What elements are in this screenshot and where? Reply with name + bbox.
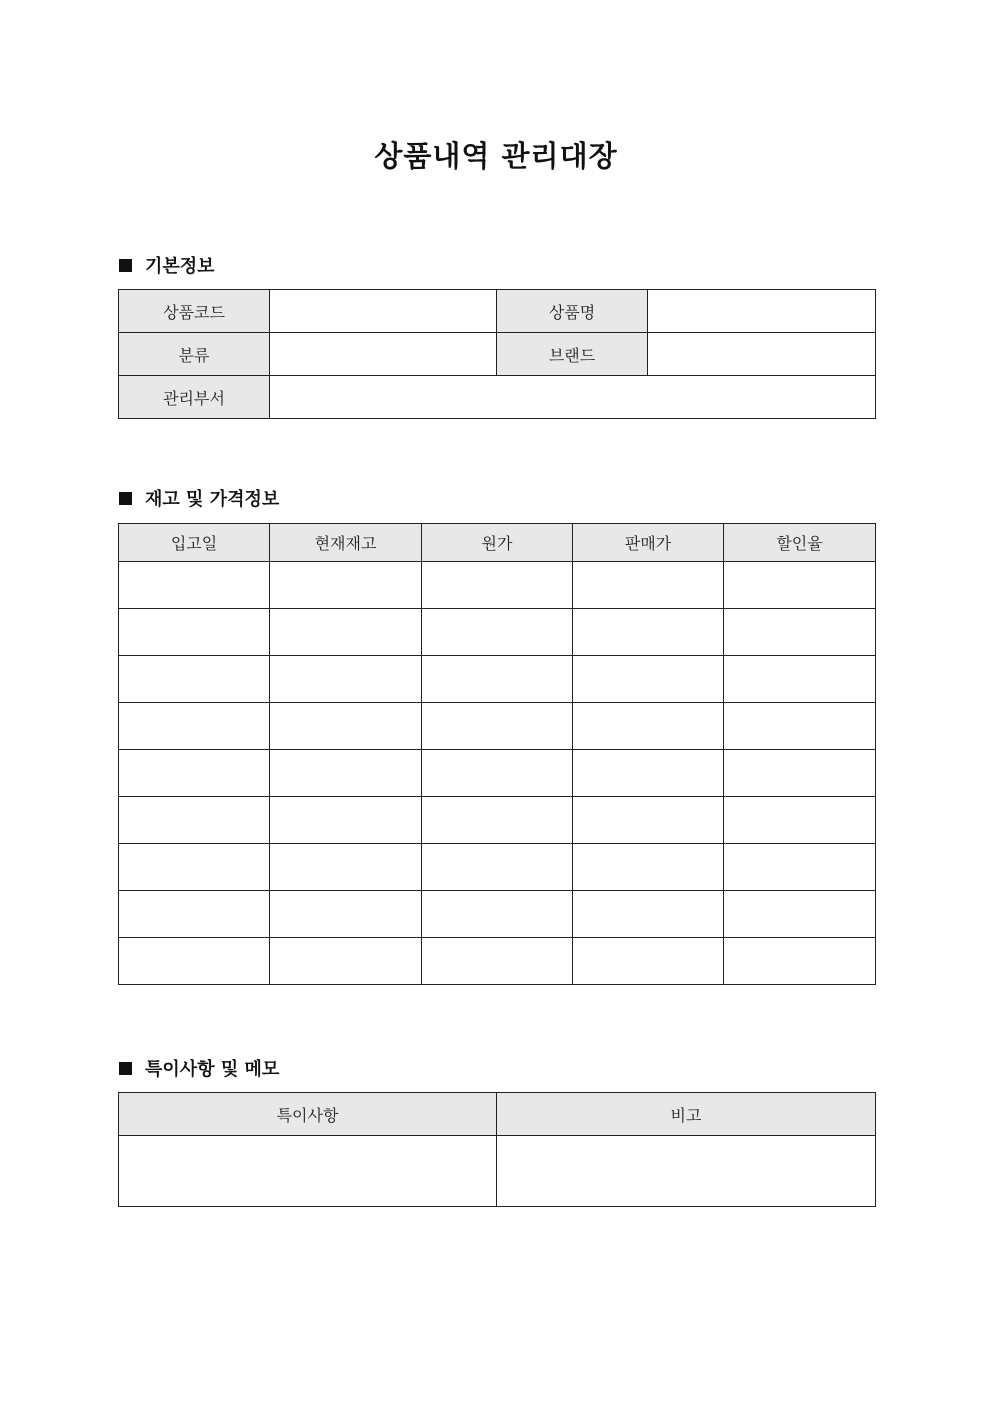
square-bullet-icon	[119, 259, 132, 272]
page-title: 상품내역 관리대장	[374, 139, 618, 173]
column-header-remarks: 비고	[497, 1093, 876, 1136]
section-heading-basic	[119, 252, 215, 278]
table-cell[interactable]	[270, 562, 422, 609]
section-heading-notes-label: 특이사항 및 메모	[145, 1059, 280, 1080]
table-cell[interactable]	[270, 797, 422, 844]
table-row	[119, 938, 876, 985]
column-header-cost: 원가	[422, 524, 573, 562]
table-row	[119, 562, 876, 609]
table-cell[interactable]	[573, 891, 724, 938]
table-cell[interactable]	[422, 938, 573, 985]
section-heading-notes	[119, 1055, 279, 1081]
table-cell[interactable]	[119, 797, 270, 844]
brand-field[interactable]	[648, 333, 876, 376]
table-cell[interactable]	[573, 938, 724, 985]
table-cell[interactable]	[270, 891, 422, 938]
table-cell[interactable]	[270, 703, 422, 750]
basic-info-table	[118, 289, 876, 419]
table-cell[interactable]	[573, 562, 724, 609]
table-cell[interactable]	[119, 938, 270, 985]
square-bullet-icon	[119, 1062, 132, 1075]
table-cell[interactable]	[119, 750, 270, 797]
table-cell[interactable]	[119, 609, 270, 656]
table-cell[interactable]	[724, 891, 876, 938]
table-cell[interactable]	[422, 562, 573, 609]
table-cell[interactable]	[119, 703, 270, 750]
column-header-received-date: 입고일	[119, 524, 270, 562]
table-cell[interactable]	[724, 609, 876, 656]
section-heading-basic-label: 기본정보	[145, 256, 215, 277]
department-label: 관리부서	[119, 376, 270, 419]
table-cell[interactable]	[724, 797, 876, 844]
table-cell[interactable]	[422, 656, 573, 703]
product-code-field[interactable]	[270, 290, 497, 333]
table-cell[interactable]	[422, 891, 573, 938]
category-field[interactable]	[270, 333, 497, 376]
table-cell[interactable]	[119, 891, 270, 938]
table-cell[interactable]	[724, 938, 876, 985]
product-code-label: 상품코드	[119, 290, 270, 333]
brand-label: 브랜드	[497, 333, 648, 376]
department-field[interactable]	[270, 376, 876, 419]
table-cell[interactable]	[724, 656, 876, 703]
table-cell[interactable]	[422, 844, 573, 891]
table-cell[interactable]	[573, 703, 724, 750]
table-cell[interactable]	[724, 562, 876, 609]
table-row	[119, 609, 876, 656]
table-cell[interactable]	[270, 844, 422, 891]
column-header-current-stock: 현재재고	[270, 524, 422, 562]
table-cell[interactable]	[422, 750, 573, 797]
table-cell[interactable]	[422, 609, 573, 656]
table-cell[interactable]	[573, 844, 724, 891]
section-heading-stock	[119, 485, 279, 511]
table-cell[interactable]	[724, 750, 876, 797]
table-cell[interactable]	[573, 797, 724, 844]
table-cell[interactable]	[724, 703, 876, 750]
column-header-discount-rate: 할인율	[724, 524, 876, 562]
table-cell[interactable]	[422, 797, 573, 844]
square-bullet-icon	[119, 492, 132, 505]
table-row	[119, 703, 876, 750]
table-cell[interactable]	[724, 844, 876, 891]
table-row	[119, 656, 876, 703]
column-header-sale-price: 판매가	[573, 524, 724, 562]
table-cell[interactable]	[119, 844, 270, 891]
table-row	[119, 797, 876, 844]
product-name-label: 상품명	[497, 290, 648, 333]
table-cell[interactable]	[573, 656, 724, 703]
notes-table	[118, 1092, 876, 1207]
column-header-special-notes: 특이사항	[119, 1093, 497, 1136]
category-label: 분류	[119, 333, 270, 376]
stock-price-table	[118, 523, 876, 985]
table-row	[119, 844, 876, 891]
remarks-field[interactable]	[497, 1136, 876, 1207]
special-notes-field[interactable]	[119, 1136, 497, 1207]
table-row	[119, 750, 876, 797]
table-cell[interactable]	[422, 703, 573, 750]
table-cell[interactable]	[270, 609, 422, 656]
table-cell[interactable]	[270, 750, 422, 797]
table-row	[119, 891, 876, 938]
table-cell[interactable]	[119, 656, 270, 703]
product-name-field[interactable]	[648, 290, 876, 333]
table-cell[interactable]	[573, 609, 724, 656]
table-cell[interactable]	[270, 656, 422, 703]
table-cell[interactable]	[270, 938, 422, 985]
table-cell[interactable]	[573, 750, 724, 797]
section-heading-stock-label: 재고 및 가격정보	[145, 489, 280, 510]
table-cell[interactable]	[119, 562, 270, 609]
